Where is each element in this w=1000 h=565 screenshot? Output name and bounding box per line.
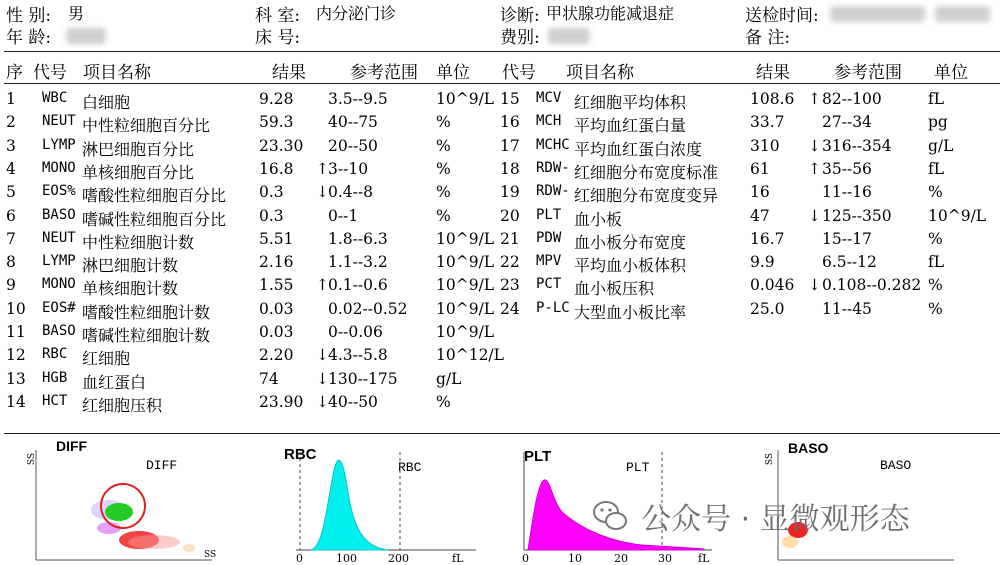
row-unit: 10^9/L: [436, 229, 495, 248]
row-code: PLT: [536, 206, 562, 223]
age-label: 年 龄:: [6, 28, 52, 48]
row-flag: ↓: [316, 183, 329, 202]
col-unit: 单位: [436, 63, 470, 83]
row-number: 14: [6, 392, 26, 411]
row-name: 血小板分布宽度: [574, 232, 687, 252]
dept-label: 科 室:: [255, 6, 301, 26]
row-number: 3: [6, 136, 16, 155]
row-result: 16.8: [259, 159, 294, 178]
row-range: 130--175: [328, 369, 398, 388]
row-flag: ↑: [316, 159, 329, 178]
dept-value: 内分泌门诊: [316, 4, 397, 23]
row-unit: 10^9/L: [436, 90, 495, 108]
row-range: 0.1--0.6: [328, 276, 388, 295]
row-range: 1.1--3.2: [328, 253, 388, 272]
row-range: 0.02--0.52: [328, 299, 408, 318]
row-code: P-LC: [536, 299, 570, 316]
note-label: 备 注:: [745, 28, 791, 48]
diagnosis-value: 甲状腺功能减退症: [546, 4, 675, 23]
baso-title: BASO: [788, 440, 829, 456]
row-range: 3.5--9.5: [328, 90, 388, 108]
row-number: 12: [6, 346, 26, 365]
row-number: 8: [6, 253, 16, 272]
row-result: 59.3: [259, 113, 294, 132]
diff-title: DIFF: [56, 438, 88, 454]
row-result: 47: [750, 206, 770, 225]
row-number: 18: [500, 159, 520, 178]
row-result: 23.90: [259, 392, 304, 411]
row-name: 单核细胞计数: [82, 279, 179, 299]
row-range: 0--1: [328, 206, 359, 225]
row-name: 红细胞压积: [82, 395, 163, 415]
col-unit-right: 单位: [934, 63, 968, 83]
row-result: 74: [259, 369, 279, 388]
row-name: 嗜酸性粒细胞计数: [82, 302, 211, 322]
plt-title: PLT: [524, 448, 552, 465]
row-result: 61: [750, 159, 770, 178]
row-number: 2: [6, 113, 16, 132]
row-range: 82--100: [822, 90, 882, 108]
row-range: 6.5--12: [822, 253, 877, 272]
wechat-icon: [592, 500, 628, 532]
row-number: 5: [6, 183, 16, 202]
watermark-text: 公众号 · 显微观形态: [641, 502, 910, 537]
row-code: RDW-: [536, 183, 570, 200]
row-unit: fL: [928, 253, 945, 272]
sex-label: 性 别:: [6, 6, 52, 26]
row-number: 13: [6, 369, 26, 388]
row-unit: %: [436, 392, 451, 411]
row-name: 平均血红蛋白量: [574, 116, 687, 136]
row-unit: %: [436, 159, 451, 178]
row-range: 40--75: [328, 113, 378, 132]
row-number: 15: [500, 90, 520, 108]
row-number: 10: [6, 299, 26, 318]
row-name: 单核细胞百分比: [82, 162, 195, 182]
row-flag: ↑: [808, 90, 821, 108]
row-range: 11--16: [822, 183, 872, 202]
diagnosis-label: 诊断:: [500, 6, 540, 26]
plt-tick-label: 30: [658, 552, 672, 565]
row-result: 16.7: [750, 229, 785, 248]
rbc-title: RBC: [284, 446, 317, 463]
row-unit: %: [928, 229, 943, 248]
row-unit: %: [436, 136, 451, 155]
row-unit: %: [928, 299, 943, 318]
divider-top: [4, 51, 1000, 52]
row-range: 20--50: [328, 136, 378, 155]
row-name: 血小板压积: [574, 279, 655, 299]
plt-tick-label: 10: [568, 552, 582, 565]
col-result-right: 结果: [756, 63, 790, 83]
row-flag: ↓: [808, 276, 821, 295]
row-range: 125--350: [822, 206, 892, 225]
row-range: 0.108--0.282: [822, 276, 922, 295]
row-unit: fL: [928, 90, 945, 108]
row-result: 0.03: [259, 323, 294, 341]
row-number: 17: [500, 136, 520, 155]
row-number: 16: [500, 113, 520, 132]
row-unit: 10^9/L: [436, 299, 495, 318]
row-number: 19: [500, 183, 520, 202]
redacted-fee: [548, 28, 590, 44]
row-number: 7: [6, 229, 16, 248]
col-name: 项目名称: [83, 63, 151, 83]
row-code: MPV: [536, 253, 562, 270]
row-result: 2.16: [259, 253, 294, 272]
row-result: 2.20: [259, 346, 294, 365]
row-result: 9.9: [750, 253, 775, 272]
row-unit: 10^9/L: [436, 323, 495, 341]
row-name: 淋巴细胞百分比: [82, 139, 195, 159]
row-code: HGB: [42, 369, 68, 386]
row-name: 红细胞: [82, 349, 131, 369]
rbc-histogram-panel: [284, 440, 494, 565]
row-number: 11: [6, 323, 26, 341]
diff-scatter-plot: [34, 450, 217, 562]
row-name: 平均血红蛋白浓度: [574, 139, 703, 159]
row-range: 0--0.06: [328, 323, 383, 341]
row-unit: %: [436, 113, 451, 132]
row-result: 23.30: [259, 136, 304, 155]
col-code: 代号: [33, 63, 67, 83]
row-unit: 10^9/L: [436, 276, 495, 295]
rbc-label: RBC: [398, 460, 422, 475]
redacted-age: [66, 28, 106, 44]
divider-bottom: [4, 433, 1000, 434]
row-result: 9.28: [259, 90, 294, 108]
row-result: 0.3: [259, 206, 284, 225]
row-flag: ↑: [316, 276, 329, 295]
row-range: 11--45: [822, 299, 872, 318]
diff-label: DIFF: [146, 458, 178, 473]
sex-value: 男: [68, 4, 85, 23]
row-number: 4: [6, 159, 16, 178]
row-unit: g/L: [436, 369, 462, 388]
row-result: 0.03: [259, 299, 294, 318]
row-name: 淋巴细胞计数: [82, 256, 179, 276]
col-seq: 序: [6, 63, 23, 83]
row-code: MCHC: [536, 136, 570, 153]
row-code: PDW: [536, 229, 562, 246]
row-number: 23: [500, 276, 520, 295]
row-result: 16: [750, 183, 770, 202]
row-unit: %: [928, 276, 943, 295]
row-name: 红细胞分布宽度标准: [574, 162, 719, 182]
row-name: 中性粒细胞计数: [82, 232, 195, 252]
row-name: 嗜碱性粒细胞计数: [82, 326, 211, 345]
row-code: MONO: [42, 159, 76, 176]
row-code: MONO: [42, 276, 76, 293]
row-number: 21: [500, 229, 520, 248]
col-code-right: 代号: [502, 63, 536, 83]
row-code: LYMP: [42, 253, 76, 270]
row-name: 红细胞平均体积: [574, 93, 687, 112]
row-name: 嗜碱性粒细胞百分比: [82, 209, 227, 229]
row-unit: g/L: [928, 136, 954, 155]
row-flag: ↓: [316, 392, 329, 411]
row-result: 25.0: [750, 299, 785, 318]
plt-tick-label: 20: [614, 552, 628, 565]
row-unit: 10^9/L: [436, 253, 495, 272]
row-number: 24: [500, 299, 520, 318]
fee-label: 费别:: [500, 28, 540, 48]
plt-tick-label: 0: [522, 552, 529, 565]
rbc-tick-label: fL: [452, 552, 464, 565]
row-code: LYMP: [42, 136, 76, 153]
row-code: EOS#: [42, 299, 76, 316]
row-result: 108.6: [750, 90, 795, 108]
diff-scatter-panel: [28, 440, 228, 565]
row-range: 0.4--8: [328, 183, 373, 202]
row-unit: %: [928, 183, 943, 202]
row-range: 35--56: [822, 159, 872, 178]
row-number: 9: [6, 276, 16, 295]
diff-axis-x: SS: [204, 550, 217, 560]
row-range: 3--10: [328, 159, 369, 178]
row-code: NEUT: [42, 113, 76, 130]
row-unit: pg: [928, 113, 948, 132]
row-name: 嗜酸性粒细胞百分比: [82, 186, 227, 206]
row-code: RDW-: [536, 159, 570, 176]
row-code: NEUT: [42, 229, 76, 246]
divider-header: [4, 83, 1000, 84]
col-range: 参考范围: [350, 63, 418, 83]
row-name: 中性粒细胞百分比: [82, 116, 211, 136]
row-name: 平均血小板体积: [574, 256, 687, 276]
row-range: 1.8--6.3: [328, 229, 388, 248]
baso-label: BASO: [880, 458, 912, 473]
row-flag: ↓: [316, 346, 329, 365]
redacted-time-2: [935, 6, 990, 22]
col-name-right: 项目名称: [566, 63, 634, 83]
row-number: 6: [6, 206, 16, 225]
row-number: 20: [500, 206, 520, 225]
row-number: 1: [6, 90, 16, 108]
row-range: 15--17: [822, 229, 872, 248]
row-flag: ↓: [808, 206, 821, 225]
row-unit: 10^9/L: [928, 206, 987, 225]
row-code: BASO: [42, 206, 76, 223]
row-unit: %: [436, 183, 451, 202]
row-result: 0.3: [259, 183, 284, 202]
row-number: 22: [500, 253, 520, 272]
row-code: PCT: [536, 276, 562, 293]
bed-label: 床 号:: [255, 28, 301, 48]
rbc-tick-label: 0: [296, 552, 303, 565]
row-unit: fL: [928, 159, 945, 178]
row-result: 1.55: [259, 276, 294, 295]
row-unit: %: [436, 206, 451, 225]
baso-axis-y: SS: [765, 452, 776, 466]
row-name: 红细胞分布宽度变异: [574, 186, 719, 206]
row-code: WBC: [42, 90, 68, 106]
row-name: 大型血小板比率: [574, 302, 687, 322]
rbc-tick-label: 200: [388, 552, 409, 565]
row-code: MCH: [536, 113, 562, 130]
row-flag: ↑: [808, 159, 821, 178]
row-name: 血小板: [574, 209, 623, 229]
row-flag: ↓: [808, 136, 821, 155]
row-code: EOS%: [42, 183, 76, 200]
time-label: 送检时间:: [745, 6, 819, 26]
rbc-tick-label: 100: [336, 552, 357, 565]
row-name: 血红蛋白: [82, 372, 147, 392]
row-range: 4.3--5.8: [328, 346, 388, 365]
plt-tick-label: fL: [698, 552, 710, 565]
row-code: RBC: [42, 346, 68, 363]
col-range-right: 参考范围: [834, 63, 902, 83]
row-result: 0.046: [750, 276, 795, 295]
col-result: 结果: [272, 63, 306, 83]
row-unit: 10^12/L: [436, 346, 504, 365]
rbc-histogram: [288, 450, 478, 552]
watermark: [592, 494, 910, 538]
plt-label: PLT: [626, 460, 650, 475]
row-code: HCT: [42, 392, 68, 409]
row-range: 40--50: [328, 392, 378, 411]
redacted-time: [830, 6, 925, 22]
row-range: 316--354: [822, 136, 892, 155]
row-name: 白细胞: [82, 93, 131, 112]
row-result: 33.7: [750, 113, 785, 132]
row-flag: ↓: [316, 369, 329, 388]
row-result: 310: [750, 136, 780, 155]
row-result: 5.51: [259, 229, 294, 248]
diff-axis-y: SS: [27, 452, 38, 466]
row-range: 27--34: [822, 113, 872, 132]
row-code: BASO: [42, 323, 76, 339]
row-code: MCV: [536, 90, 562, 106]
